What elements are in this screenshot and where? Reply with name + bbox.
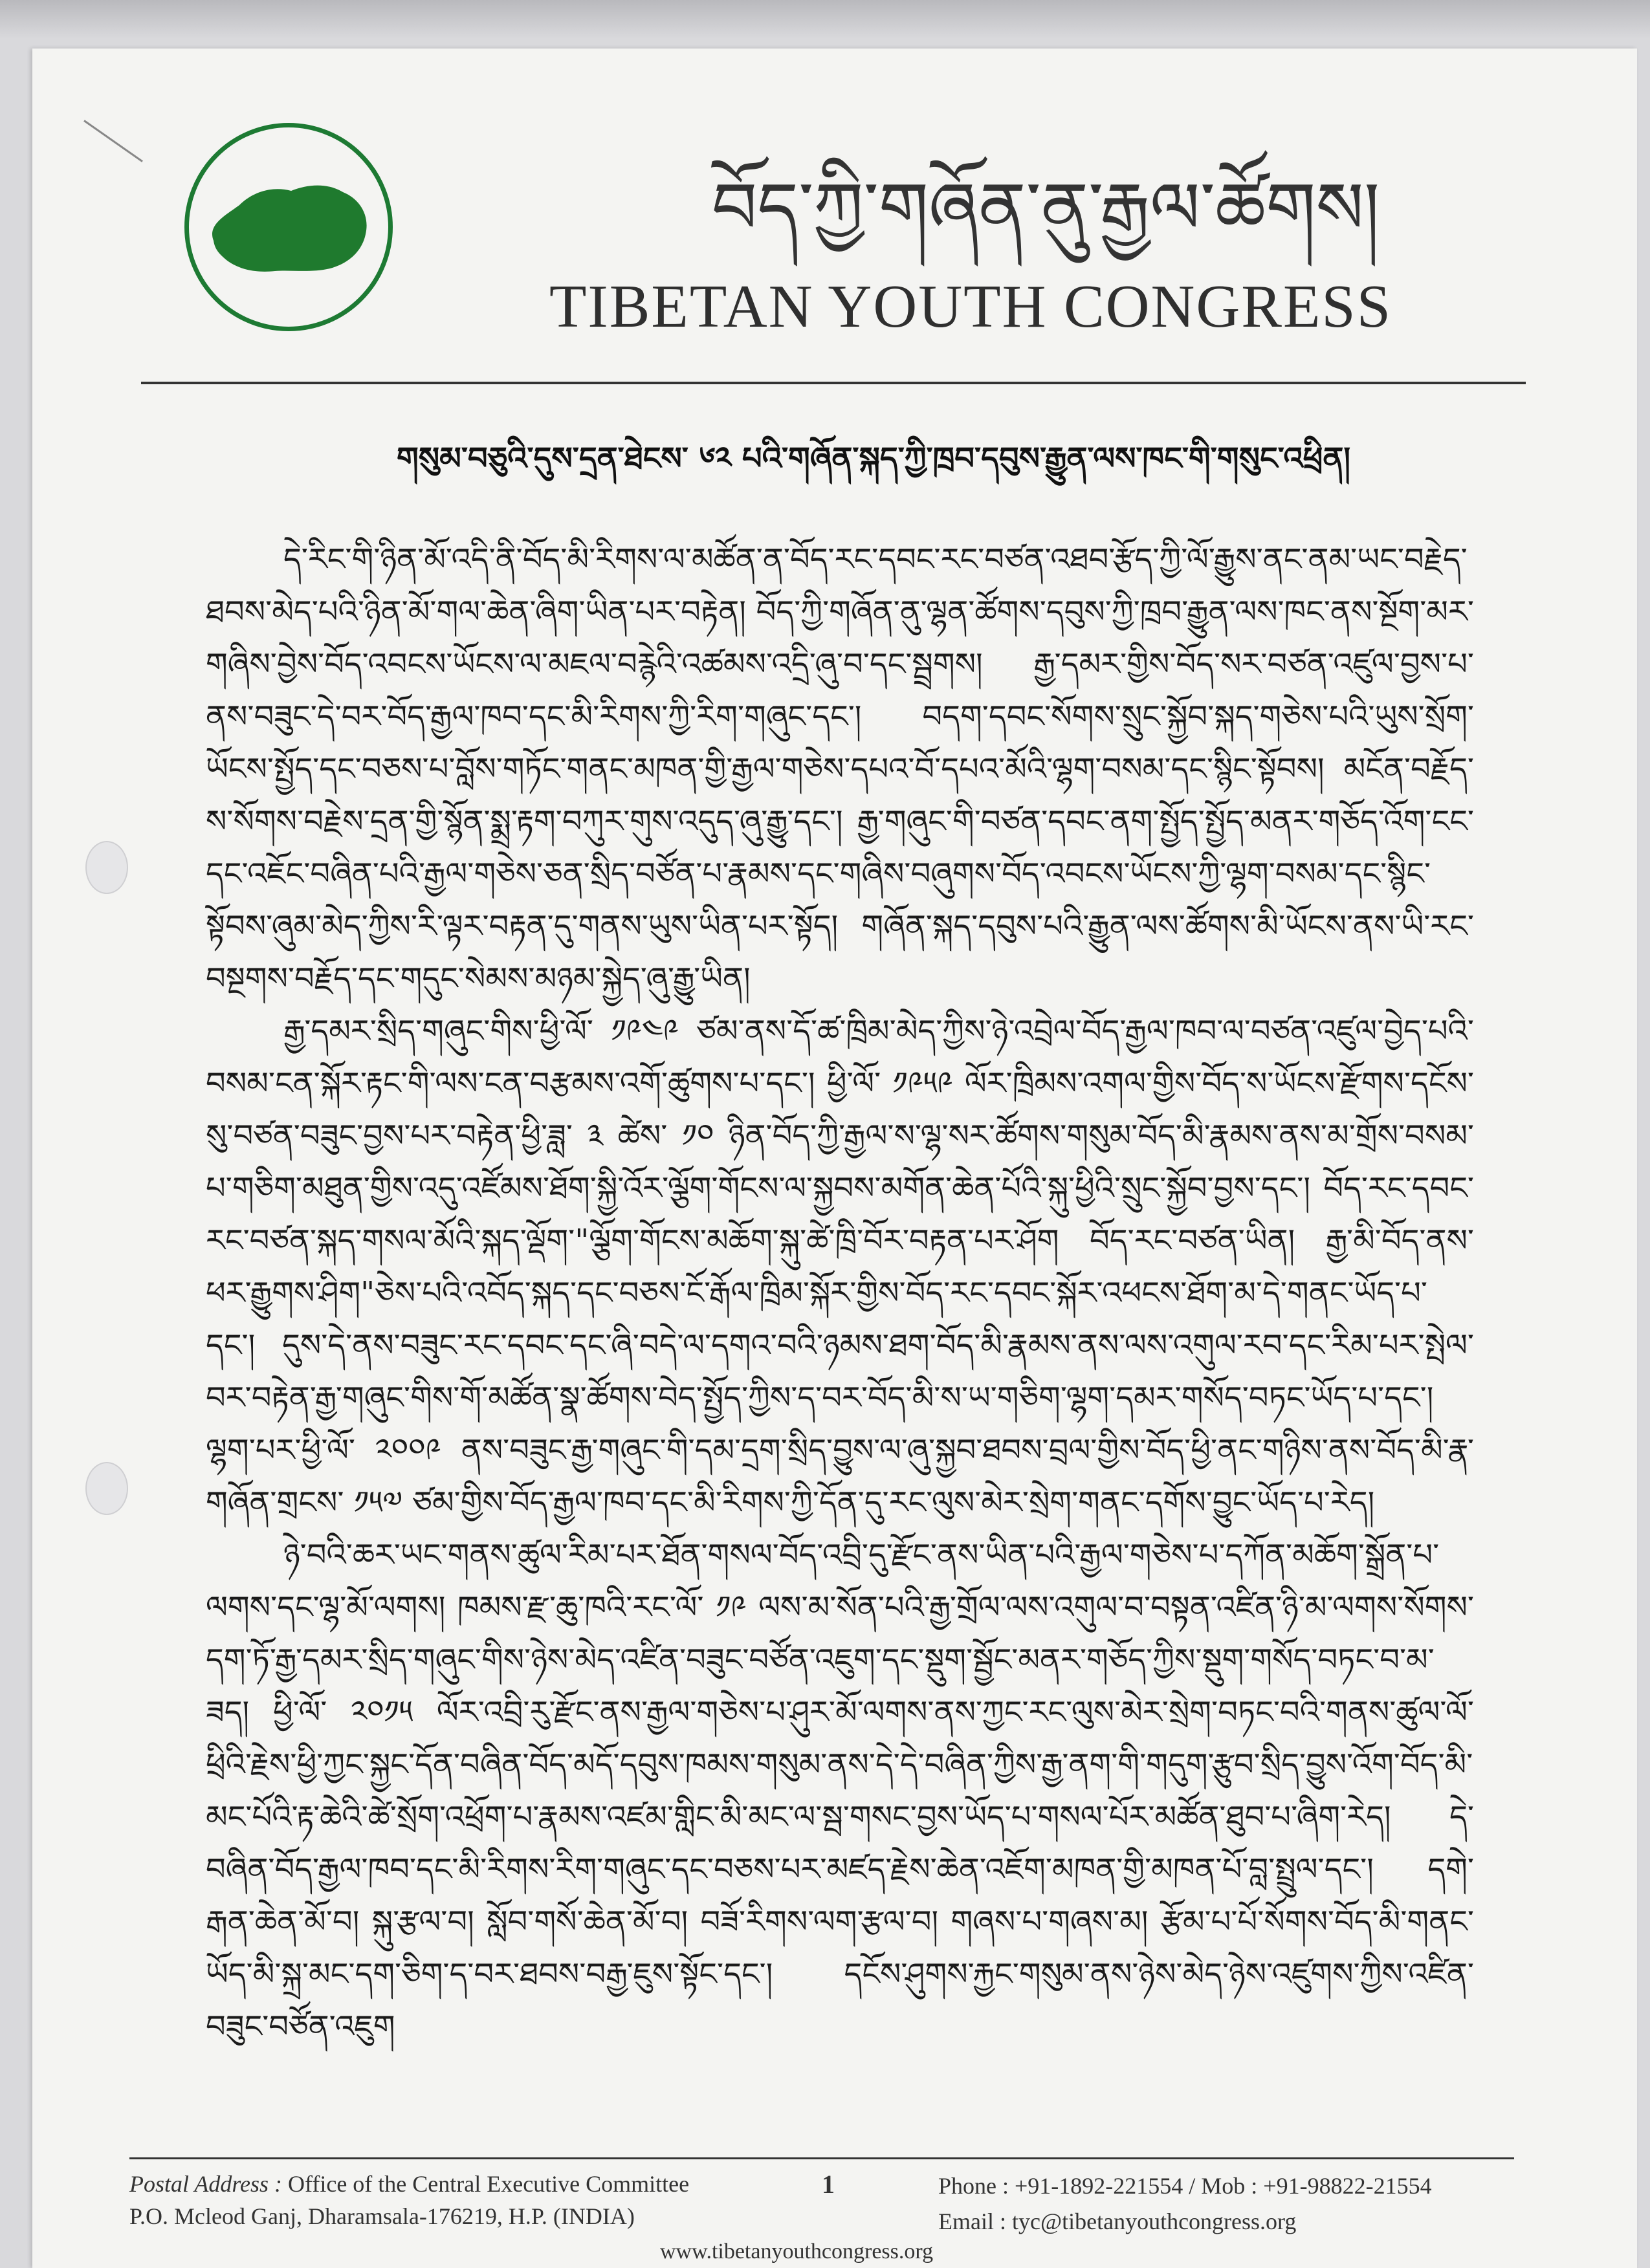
tibet-map-icon <box>201 179 382 276</box>
organization-logo <box>184 123 393 331</box>
postal-address-line2: P.O. Mcleod Ganj, Dharamsala-176219, H.P. (INDIA) <box>129 2203 635 2229</box>
phone-contact: Phone : +91-1892-221554 / Mob : +91-98822-21554 <box>938 2173 1432 2199</box>
body-paragraph-1: དེ་རིང་གི་ཉིན་མོ་འདི་ནི་བོད་མི་རིགས་ལ་མཚོན་ན་བོད་རང་དབང་རང་བཙན་འཐབ་རྩོད་ཀྱི་ལོ་རྒྱུས་ནང་ནམ་ཡང་བརྗེད་ཐབས་མེད་པའི་ཉིན་མོ་གལ་ཆེན་ཞིག་ཡིན་པར་བརྟེན། བོད་ཀྱི་གཞོན་ནུ་ལྷན་ཚོགས་དབུས་ཀྱི་ཁྲབ་རྒྱུན་ལས་ཁང་ནས་སྔོག་མར་གཞིས་བྱེས་བོད་འབངས་ཡོངས་ལ་མཇལ་བརྙེའི་འཚམས་འདྲི་ཞུ་བ་དང་སྦྲགས། རྒྱ་དམར་གྱིས་བོད་སར་བཙན་འཛུལ་བྱས་པ་ནས་བཟུང་དེ་བར་བོད་རྒྱལ་ཁབ་དང་མི་རིགས་ཀྱི་རིག་གཞུང་དང་། བདག་དབང་སོགས་སྲུང་སྐྱོབ་སྐད་གཅེས་པའི་ཡུས་སྲོག་ཡོངས་སྤྱོད་དང་བཅས་པ་བློས་གཏོང་གནང་མཁན་གྱི་རྒྱལ་གཅེས་དཔའ་བོ་དཔའ་མོའི་ལྷག་བསམ་དང་སྙིང་སྟོབས། མངོན་བརྗོད་ས་སོགས་བརྗེས་དྲན་གྱི་སྙོན་སྨྲ་རྟག་བཀུར་གུས་འདུད་ཞུ་རྒྱུ་དང་། རྒྱ་གཞུང་གི་བཙན་དབང་ནག་སྤྱོད་སྤྱོད་མནར་གཅོད་འོག་ངང་དང་འཇོང་བཞིན་པའི་རྒྱལ་གཅེས་ཅན་སྲིད་བཙོན་པ་རྣམས་དང་གཞིས་བཞུགས་བོད་འབངས་ཡོངས་ཀྱི་ལྷག་བསམ་དང་སྙིང་སྟོབས་ཞུམ་མེད་ཀྱིས་རི་ལྟར་བརྟན་དུ་གནས་ཡུས་ཡིན་པར་སྟོད། གཞོན་སྐད་དབུས་པའི་རྒྱུན་ལས་ཚོགས་མི་ཡོངས་ནས་ཡི་རང་བསྔགས་བརྗོད་དང་གདུང་སེམས་མཉམ་སྐྱེད་ཞུ་རྒྱུ་ཡིན། <box>206 541 1474 997</box>
body-paragraph-2: རྒྱ་དམར་སྲིད་གཞུང་གིས་ཕྱི་ལོ་ ༡༩༤༩ ཙམ་ནས་དོ་ཚ་ཁྲིམ་མེད་ཀྱིས་ཉེ་འབྲེལ་བོད་རྒྱལ་ཁབ་ལ་བཙན་འཛུལ་བྱེད་པའི་བསམ་ངན་སྐོར་རྟང་གི་ལས་ངན་བརྩམས་འགོ་ཚུགས་པ་དང་། ཕྱི་ལོ་ ༡༩༥༩ ལོར་ཁྲིམས་འགལ་གྱིས་བོད་ས་ཡོངས་རྫོགས་དངོས་སུ་བཙན་བཟུང་བྱས་པར་བརྟེན་ཕྱི་ཟླ་ ༣ ཚེས་ ༡༠ ཉིན་བོད་ཀྱི་རྒྱལ་ས་ལྷ་སར་ཚོགས་གསུམ་བོད་མི་རྣམས་ནས་མ་གྲོས་བསམ་པ་གཅིག་མཐུན་གྱིས་འདུ་འཛོམས་ཐོག་སྐྱི་འོར་ལྕོག་གོངས་ལ་སྐྱབས་མགོན་ཆེན་པོའི་སྐུ་ཕྱིའི་སྲུང་སྐྱོབ་བྱས་དང་། བོད་རང་དབང་རང་བཙན་སྐད་གསལ་མོའི་སྐད་ལྡོག་"ལྕོག་གོངས་མཆོག་སྐུ་ཚེ་ཁྲི་བོར་བརྟན་པར་ཤོག བོད་རང་བཙན་ཡིན། རྒྱ་མི་བོད་ནས་ཕར་རྒྱུགས་ཤིག"ཅེས་པའི་འབོད་སྐད་དང་བཅས་ངོ་རྒོལ་ཁྲིམ་སྐོར་གྱིས་བོད་རང་དབང་སྐོར་འཕངས་ཐོག་མ་དེ་གནང་ཡོད་པ་དང་། དུས་དེ་ནས་བཟུང་རང་དབང་དང་ཞི་བདེ་ལ་དགའ་བའི་ཉམས་ཐག་བོད་མི་རྣམས་ནས་ལས་འགུལ་རབ་དང་རིམ་པར་སྤེལ་བར་བརྟེན་རྒྱ་གཞུང་གིས་གོ་མཚོན་སྣ་ཚོགས་བེད་སྤྱོད་ཀྱིས་ད་བར་བོད་མི་ས་ཡ་གཅིག་ལྷག་དམར་གསོད་བཏང་ཡོད་པ་དང་། ལྷག་པར་ཕྱི་ལོ་ ༢༠༠༩ ནས་བཟུང་རྒྱ་གཞུང་གི་དམ་དྲག་སྲིད་བྱུས་ལ་ཞུ་སྐྱབ་ཐབས་བྲལ་གྱིས་བོད་ཕྱི་ནང་གཉིས་ནས་བོད་མི་རྣ་གཞོན་གྲངས་ ༡༥༧ ཙམ་གྱིས་བོད་རྒྱལ་ཁབ་དང་མི་རིགས་ཀྱི་དོན་དུ་རང་ལུས་མེར་སྲེག་གནང་དགོས་བྱུང་ཡོད་པ་རེད། <box>206 1013 1474 1521</box>
statement-heading: གསུམ་བཅུའི་དུས་དྲན་ཐེངས་ ༦༢ པའི་གཞོན་སྐད་ཀྱི་ཁྲབ་དབུས་རྒྱུན་ལས་ཁང་གི་གསུང་འཕྲིན། <box>396 441 1351 477</box>
statement-body <box>206 534 1474 2119</box>
english-organization-title: TIBETAN YOUTH CONGRESS <box>549 273 1392 340</box>
scan-background-edge <box>0 0 1650 39</box>
footer-divider <box>129 2157 1514 2159</box>
postal-address-label: Postal Address : <box>129 2171 283 2197</box>
staple-mark <box>83 120 143 162</box>
email-contact: Email : tyc@tibetanyouthcongress.org <box>938 2208 1297 2234</box>
postal-address <box>129 2170 689 2197</box>
website-link[interactable]: www.tibetanyouthcongress.org <box>660 2240 934 2263</box>
postal-address-line1: Office of the Central Executive Committee <box>288 2171 690 2197</box>
page-number: 1 <box>822 2170 835 2199</box>
punch-hole-top <box>85 841 128 894</box>
body-paragraph-3: ཉེ་བའི་ཆར་ཡང་གནས་ཚུལ་རིམ་པར་ཐོན་གསལ་བོད་འབྲི་དུ་རྫོང་ནས་ཡིན་པའི་རྒྱལ་གཅེས་པ་དཀོན་མཆོག་སྒྲོན་པ་ལགས་དང་ལྷ་མོ་ལགས། ཁམས་རྫ་ཆུ་ཁའི་རང་ལོ་ ༡༩ ལས་མ་སོན་པའི་རྒྱ་གྲོལ་ལས་འགུལ་བ་བསྟན་འཛིན་ཉི་མ་ལགས་སོགས་དག་ཏོ་རྒྱ་དམར་སྲིད་གཞུང་གིས་ཉེས་མེད་འཛིན་བཟུང་བཙོན་འཇུག་དང་སྡུག་སྦྱོང་མནར་གཅོད་ཀྱིས་སྡུག་གསོད་བཏང་བ་མ་ཟད། ཕྱི་ལོ་ ༢༠༡༥ ལོར་འབྲི་རུ་རྫོང་ནས་རྒྱལ་གཅེས་པ་ཤུར་མོ་ལགས་ནས་ཀྱང་རང་ལུས་མེར་སྲེག་བཏང་བའི་གནས་ཚུལ་ལོ་ཕྲིའི་རྗེས་ཕྱི་ཀྱང་སྐྱང་དོན་བཞིན་བོད་མདོ་དབུས་ཁམས་གསུམ་ནས་དེ་དེ་བཞིན་ཀྱིས་རྒྱ་ནག་གི་གདུག་རྩུབ་སྲིད་བྱུས་འོག་བོད་མི་མང་པོའི་རྟ་ཆེའི་ཚེ་སྲོག་འཕྲོག་པ་རྣམས་འཛམ་གླིང་མི་མང་ལ་སྦ་གསང་བྱས་ཡོད་པ་གསལ་པོར་མཚོན་ཐུབ་པ་ཞིག་རེད། དེ་བཞིན་བོད་རྒྱལ་ཁབ་དང་མི་རིགས་རིག་གཞུང་དང་བཅས་པར་མཛད་རྗེས་ཆེན་འཇོག་མཁན་གྱི་མཁན་པོ་བླ་སྤྲུལ་དང་། དགེ་རྒན་ཆེན་མོ་བ། སྐུ་རྩལ་བ། སློབ་གསོ་ཆེན་མོ་བ། བཟོ་རིགས་ལག་རྩལ་བ། གཞས་པ་གཞས་མ། རྩོམ་པ་པོ་སོགས་བོད་མི་གནང་ཡོད་མི་སྐྲ་མང་དག་ཅིག་ད་བར་ཐབས་བརྒྱ་ཇུས་སྟོང་དང་། དངོས་ཤུགས་རྐྱང་གསུམ་ནས་ཉེས་མེད་ཉེས་འཛུགས་ཀྱིས་འཛིན་བཟུང་བཙོན་འཇུག <box>206 1537 1474 2045</box>
punch-hole-bottom <box>85 1462 128 1515</box>
header-divider <box>141 382 1526 384</box>
tibetan-organization-title: བོད་ཀྱི་གཞོན་ནུ་རྒྱལ་ཚོགས། <box>712 167 1380 250</box>
